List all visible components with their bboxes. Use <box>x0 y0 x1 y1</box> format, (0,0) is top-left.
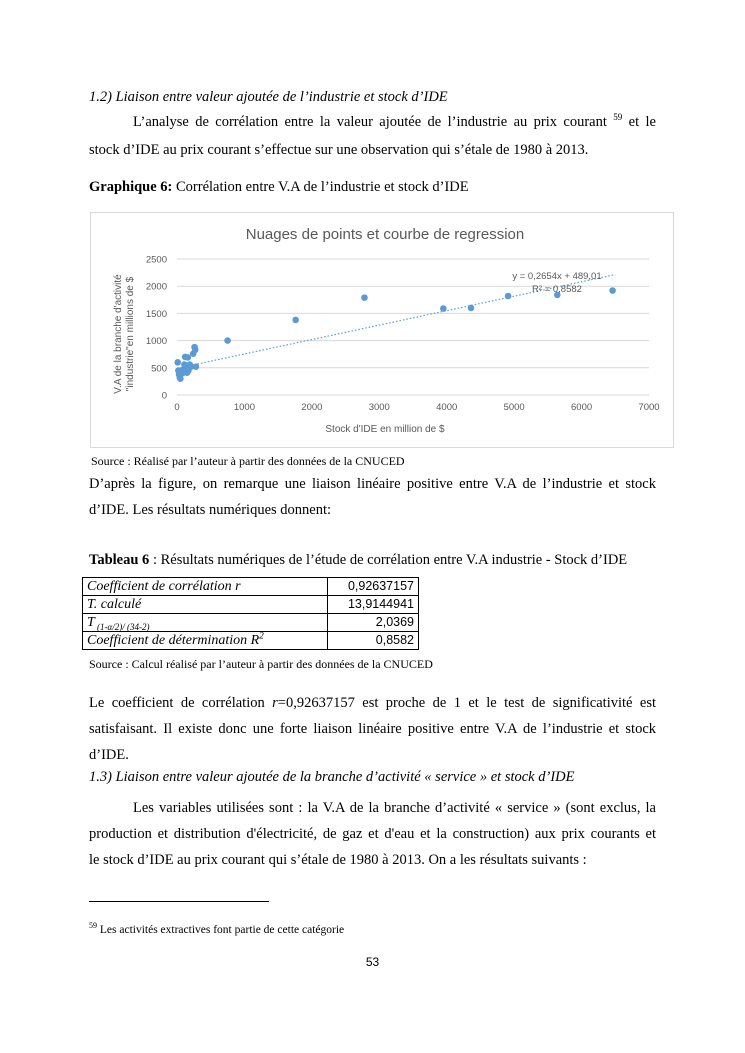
scatter-point <box>192 347 199 354</box>
y-tick-label: 500 <box>151 363 167 375</box>
y-axis-ticks <box>146 255 167 402</box>
table-row <box>83 596 419 614</box>
table-row <box>83 632 419 650</box>
page-number: 53 <box>365 955 380 969</box>
graph-source: Source : Réalisé par l’auteur à partir des données de la CNUCED <box>91 454 405 468</box>
footnote-separator <box>89 901 269 902</box>
table-cell-label <box>83 614 328 632</box>
x-tick-label: 3000 <box>368 402 390 413</box>
table-cell-value: 13,9144941 <box>328 596 419 614</box>
table-cell-value: 2,0369 <box>328 614 419 632</box>
trendline-equation: y = 0,2654x + 489,01 <box>512 271 602 282</box>
graph-caption-text: Corrélation entre V.A de l’industrie et stock d’IDE <box>172 179 469 195</box>
scatter-point <box>468 305 475 312</box>
table-row <box>83 614 419 632</box>
x-tick-label: 5000 <box>503 402 525 413</box>
r-squared-label: R² = 0,8582 <box>532 284 582 295</box>
chart-title: Nuages de points et courbe de regression <box>245 226 525 243</box>
scatter-point <box>174 359 181 366</box>
paragraph-4-line-2: production et distribution d'électricité, de gaz et d'eau et la construction) aux prix courants et <box>89 826 656 842</box>
paragraph-2-line-1: D’après la figure, on remarque une liaison linéaire positive entre V.A de l’industrie et stock <box>89 476 656 492</box>
x-tick-label: 1000 <box>233 402 255 413</box>
y-axis-label-line-1: V.A de la branche d'activité <box>113 274 124 394</box>
table-caption-label: Tableau 6 <box>89 552 150 568</box>
paragraph-1-text-b: et le <box>622 114 656 130</box>
table-row <box>83 578 419 596</box>
footnote-number: 59 <box>89 921 97 931</box>
scatter-point <box>193 363 200 370</box>
table-cell-label-main: T <box>87 615 95 630</box>
table-cell-label-superscript: 2 <box>259 630 264 641</box>
table-cell-label-subscript: (1-α/2)/ (34-2) <box>94 621 150 632</box>
y-tick-label: 0 <box>161 390 167 402</box>
section-heading-1-3: 1.3) Liaison entre valeur ajoutée de la branche d’activité « service » et stock d’IDE <box>89 769 575 785</box>
scatter-point <box>440 305 447 312</box>
paragraph-4-line-3: le stock d’IDE au prix courant qui s’étale de 1980 à 2013. On a les résultats suivants : <box>89 852 587 868</box>
table-cell-value: 0,92637157 <box>328 578 419 596</box>
paragraph-4-line-1: Les variables utilisées sont : la V.A de la branche d’activité « service » (sont exclus, la <box>133 800 656 816</box>
section-heading-1-2: 1.2) Liaison entre valeur ajoutée de l’industrie et stock d’IDE <box>89 89 448 105</box>
results-table <box>82 577 419 650</box>
table-cell-label: Coefficient de corrélation r <box>83 578 328 596</box>
paragraph-3-text-a: Le coefficient de corrélation <box>89 695 265 711</box>
y-tick-label: 2500 <box>145 254 167 266</box>
x-tick-label: 6000 <box>571 402 593 413</box>
paragraph-2-line-2: d’IDE. Les résultats numériques donnent: <box>89 502 332 518</box>
y-tick-label: 2000 <box>145 281 167 293</box>
scatter-chart <box>90 212 674 448</box>
paragraph-3-variable-r: r <box>272 695 278 711</box>
x-tick-label: 0 <box>174 402 180 413</box>
table-caption <box>89 552 627 569</box>
table-source: Source : Calcul réalisé par l’auteur à partir des données de la CNUCED <box>89 657 433 671</box>
footnote-text: Les activités extractives font partie de cette catégorie <box>97 924 345 936</box>
graph-caption <box>89 179 469 196</box>
table-cell-value: 0,8582 <box>328 632 419 650</box>
footnote <box>89 921 345 936</box>
scatter-point <box>505 293 512 300</box>
paragraph-1-line-2: stock d’IDE au prix courant s’effectue sur une observation qui s’étale de 1980 à 2013. <box>89 142 589 158</box>
y-axis-label-line-2: "industrie"en millions de $ <box>125 276 136 392</box>
x-axis-label: Stock d'IDE en million de $ <box>325 424 445 435</box>
paragraph-3-line-3: d’IDE. <box>89 747 129 763</box>
paragraph-3-line-2: satisfaisant. Il existe donc une forte liaison linéaire positive entre V.A de l’industrie et stock <box>89 721 656 737</box>
scatter-point <box>224 337 231 344</box>
table-cell-label <box>83 632 328 650</box>
scatter-point <box>292 317 299 324</box>
footnote-reference[interactable]: 59 <box>613 112 623 123</box>
scatter-point <box>609 287 616 294</box>
x-tick-label: 4000 <box>436 402 458 413</box>
paragraph-1-text-a: L’analyse de corrélation entre la valeur ajoutée de l’industrie au prix courant <box>133 114 607 130</box>
table-cell-label-main: Coefficient de détermination R <box>87 633 260 648</box>
paragraph-3-line-1 <box>89 690 656 716</box>
paragraph-3-text-b: =0,92637157 est proche de 1 et le test de significativité est <box>277 695 656 711</box>
y-tick-label: 1500 <box>145 308 167 320</box>
x-axis-ticks <box>174 402 659 413</box>
x-tick-label: 2000 <box>301 402 323 413</box>
paragraph-1-line-1 <box>133 109 656 135</box>
table-caption-text: : Résultats numériques de l’étude de corrélation entre V.A industrie - Stock d’IDE <box>149 552 628 568</box>
scatter-point <box>361 294 368 301</box>
table-cell-label: T. calculé <box>83 596 328 614</box>
y-tick-label: 1000 <box>145 336 167 348</box>
x-tick-label: 7000 <box>638 402 660 413</box>
scatter-point <box>184 354 191 361</box>
graph-caption-label: Graphique 6: <box>89 179 173 195</box>
chart-canvas <box>91 213 673 447</box>
